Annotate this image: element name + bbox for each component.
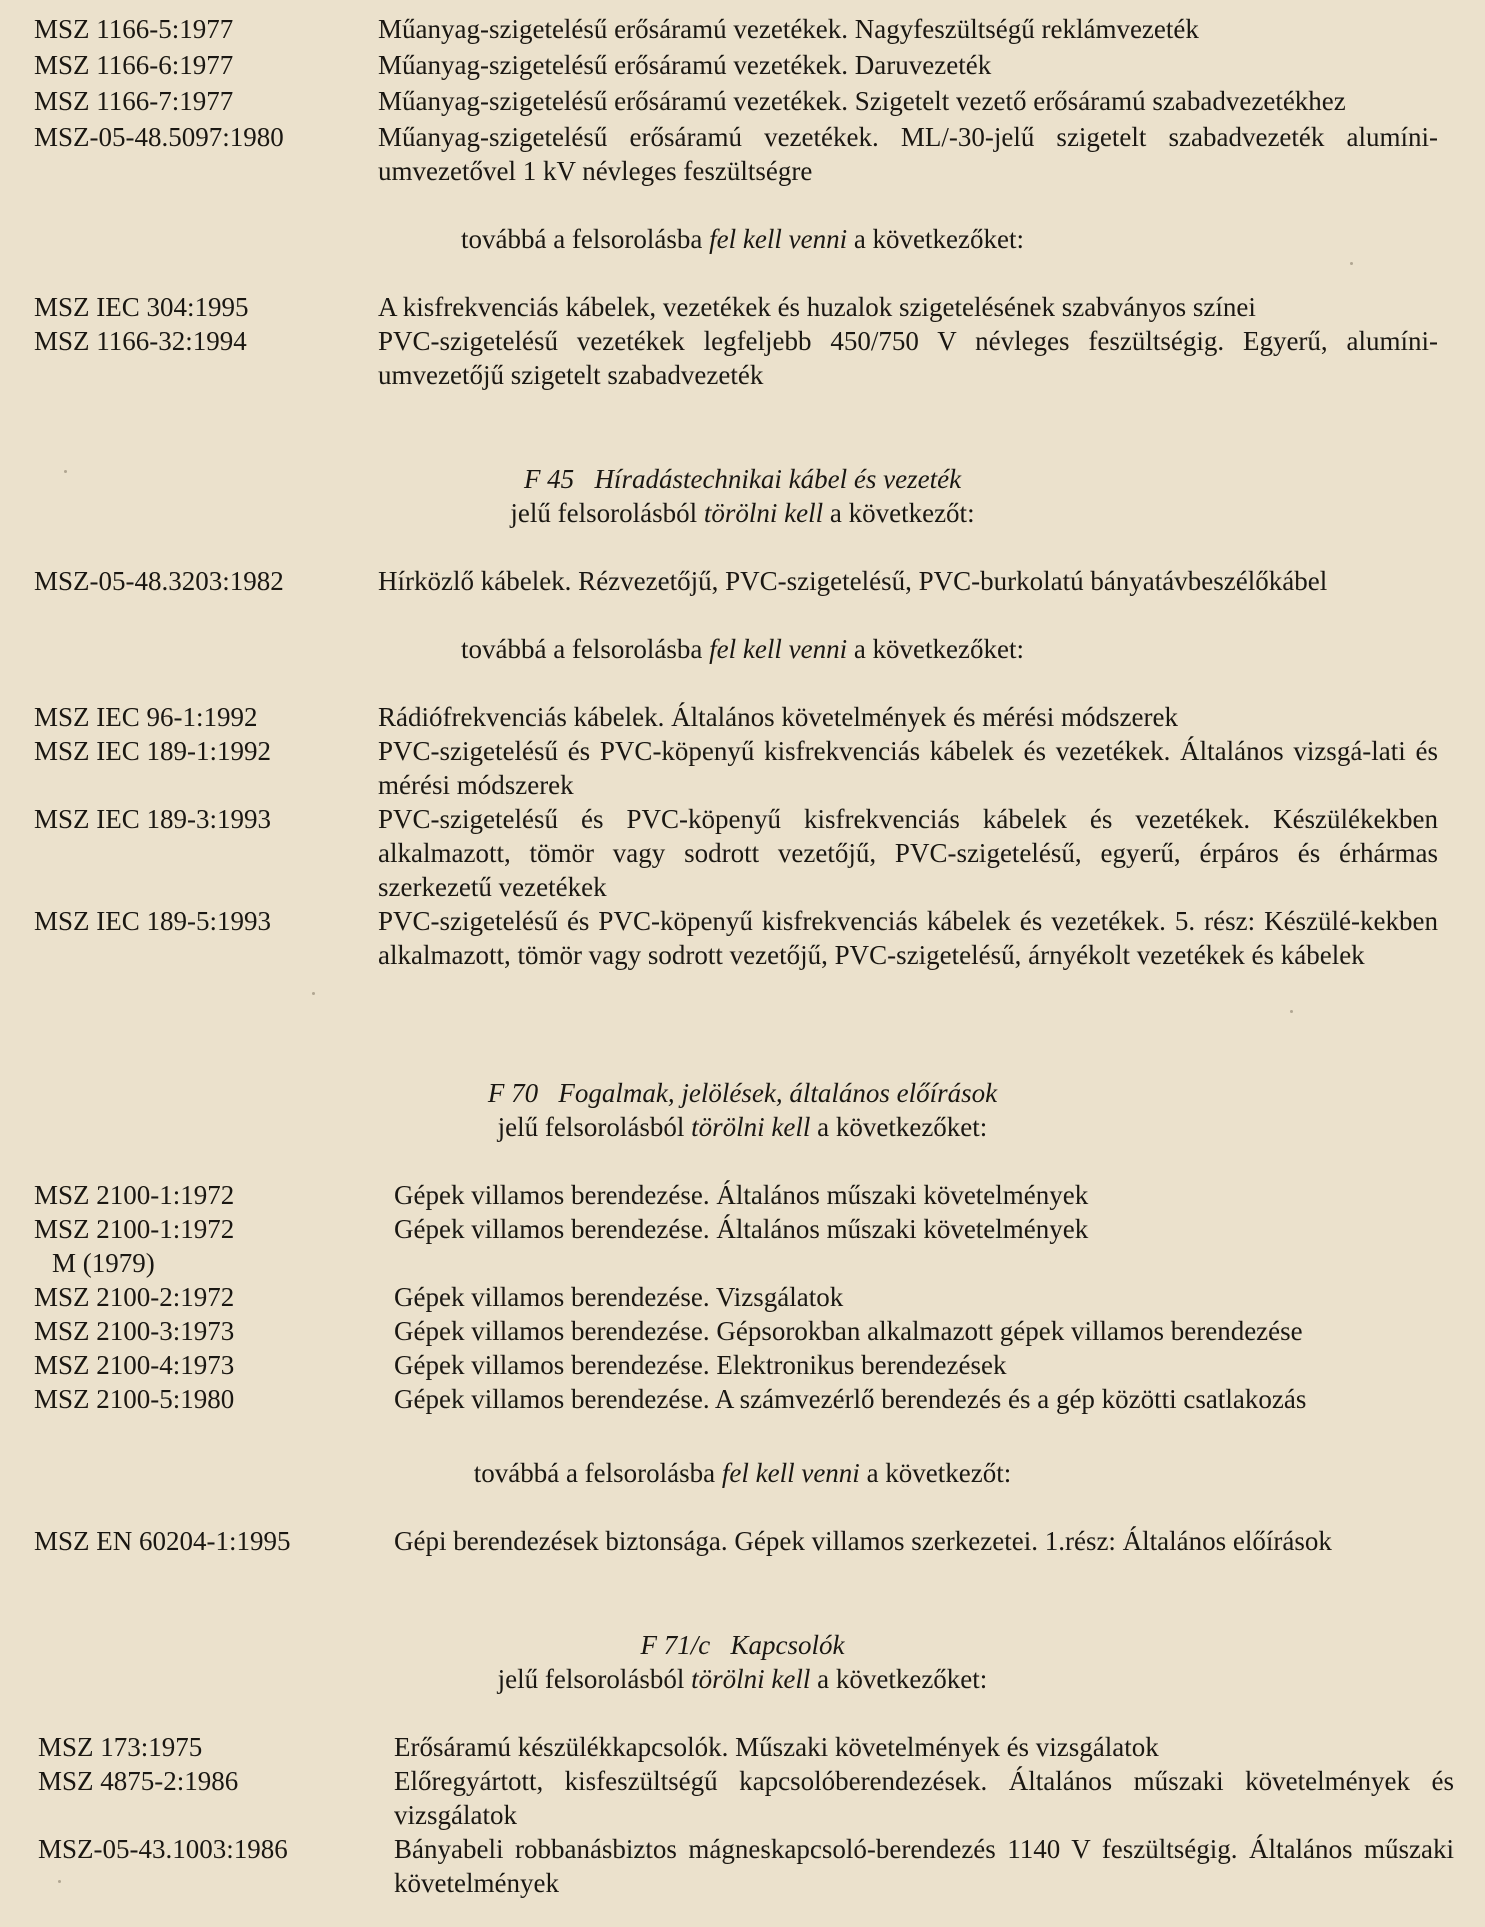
standard-title: Bányabeli robbanásbiztos mágneskapcsoló-berendezés 1140 V feszültségig. Általános műszaki követelmények [394, 1834, 1454, 1898]
section-heading [0, 1076, 1485, 1110]
add-note [0, 632, 1485, 666]
note-text: a következőket: [847, 224, 1025, 254]
standard-title: Gépi berendezések biztonsága. Gépek villamos szerkezetei. 1.rész: Általános előírások [394, 1526, 1332, 1556]
paper-speck [58, 1880, 61, 1883]
standard-title: Műanyag-szigetelésű erősáramú vezetékek. Szigetelt vezető erősáramú szabadvezetékhez [378, 86, 1346, 116]
standard-title: PVC-szigetelésű vezetékek legfeljebb 450/750 V névleges feszültségig. Egyerű, alumíni-umvezetőjű szigetelt szabadvezeték [378, 326, 1438, 390]
section-instruction [0, 1110, 1485, 1144]
standard-code: MSZ 1166-32:1994 [34, 326, 247, 356]
standard-title: Előregyártott, kisfeszültségű kapcsolóberendezések. Általános műszaki követelmények és vizsgálatok [394, 1766, 1454, 1830]
standard-code: MSZ-05-48.5097:1980 [34, 122, 284, 152]
standard-title: Műanyag-szigetelésű erősáramú vezetékek. ML/-30-jelű szigetelt szabadvezeték alumíni-umvezetővel 1 kV névleges feszültségre [378, 122, 1438, 186]
standard-code: MSZ 2100-1:1972 [34, 1180, 235, 1210]
note-emphasis: fel kell venni [709, 634, 848, 664]
section-number: F 71/c [640, 1630, 711, 1660]
section-instruction [0, 1662, 1485, 1696]
standard-title: Hírközlő kábelek. Rézvezetőjű, PVC-szigetelésű, PVC-burkolatú bányatávbeszélőkábel [378, 566, 1328, 596]
note-text: továbbá a felsorolásba [460, 224, 710, 254]
standard-code: MSZ 4875-2:1986 [38, 1766, 239, 1796]
add-note [0, 222, 1485, 256]
instruction-text: jelű felsorolásból [510, 498, 704, 528]
standard-code: MSZ 1166-7:1977 [34, 86, 234, 116]
standard-title: PVC-szigetelésű és PVC-köpenyű kisfrekvenciás kábelek és vezetékek. Készülékekben alkalmazott, tömör vagy sodrott vezetőjű, PVC-szigetelésű, egyerű, érpáros és érhármas szerkezetű vezetékek [378, 804, 1438, 902]
standard-title: Erősáramú készülékkapcsolók. Műszaki követelmények és vizsgálatok [394, 1732, 1159, 1762]
instruction-text: a következőket: [810, 1112, 988, 1142]
standard-code: MSZ 2100-4:1973 [34, 1350, 235, 1380]
add-note [0, 1456, 1485, 1490]
instruction-text: a következőt: [823, 498, 975, 528]
note-text: továbbá a felsorolásba [460, 634, 710, 664]
note-text: a következőt: [859, 1458, 1012, 1488]
standard-code: MSZ 173:1975 [38, 1732, 203, 1762]
standard-code: MSZ-05-48.3203:1982 [34, 566, 284, 596]
standard-title: Műanyag-szigetelésű erősáramú vezetékek. Daruvezeték [378, 50, 992, 80]
section-heading [0, 1628, 1485, 1662]
note-text: továbbá a felsorolásba [473, 1458, 722, 1488]
standard-code: MSZ-05-43.1003:1986 [38, 1834, 288, 1864]
note-emphasis: fel kell venni [709, 224, 848, 254]
standard-title: Gépek villamos berendezése. Elektronikus berendezések [394, 1350, 1007, 1380]
standard-code: MSZ 1166-6:1977 [34, 50, 234, 80]
note-text: a következőket: [847, 634, 1025, 664]
standard-title: Műanyag-szigetelésű erősáramú vezetékek. Nagyfeszültségű reklámvezeték [378, 14, 1199, 44]
section-title: Fogalmak, jelölések, általános előírások [558, 1078, 998, 1108]
standard-title: Gépek villamos berendezése. Gépsorokban alkalmazott gépek villamos berendezése [394, 1316, 1303, 1346]
section-title: Híradástechnikai kábel és vezeték [594, 464, 962, 494]
paper-speck [312, 992, 315, 995]
note-emphasis: fel kell venni [721, 1458, 860, 1488]
paper-speck [1350, 262, 1353, 265]
instruction-emphasis: törölni kell [691, 1664, 811, 1694]
standard-code: MSZ 1166-5:1977 [34, 14, 234, 44]
instruction-text: jelű felsorolásból [497, 1664, 692, 1694]
section-title: Kapcsolók [730, 1630, 845, 1660]
section-heading [0, 462, 1485, 496]
standard-code: MSZ 2100-5:1980 [34, 1384, 235, 1414]
standard-code-suffix: M (1979) [52, 1248, 155, 1278]
standard-code: MSZ 2100-3:1973 [34, 1316, 235, 1346]
paper-speck [1290, 1010, 1293, 1013]
instruction-emphasis: törölni kell [691, 1112, 811, 1142]
instruction-emphasis: törölni kell [703, 498, 824, 528]
standard-title: Rádiófrekvenciás kábelek. Általános követelmények és mérési módszerek [378, 702, 1178, 732]
standard-title: Gépek villamos berendezése. A számvezérlő berendezés és a gép közötti csatlakozás [394, 1384, 1307, 1414]
instruction-text: jelű felsorolásból [497, 1112, 692, 1142]
standard-title: PVC-szigetelésű és PVC-köpenyű kisfrekvenciás kábelek és vezetékek. Általános vizsgá-lati és mérési módszerek [378, 736, 1438, 800]
standard-title: Gépek villamos berendezése. Vizsgálatok [394, 1282, 844, 1312]
paper-speck [64, 470, 67, 473]
standard-code: MSZ 2100-1:1972 [34, 1214, 235, 1244]
instruction-text: a következőket: [810, 1664, 988, 1694]
standard-code: MSZ IEC 304:1995 [34, 292, 249, 322]
standard-code: MSZ IEC 96-1:1992 [34, 702, 258, 732]
standard-title: A kisfrekvenciás kábelek, vezetékek és huzalok szigetelésének szabványos színei [378, 292, 1256, 322]
standard-title: Gépek villamos berendezése. Általános műszaki követelmények [394, 1180, 1089, 1210]
standard-code: MSZ IEC 189-5:1993 [34, 906, 272, 936]
standard-code: MSZ IEC 189-1:1992 [34, 736, 272, 766]
section-number: F 45 [523, 464, 575, 494]
section-instruction [0, 496, 1485, 530]
standard-title: Gépek villamos berendezése. Általános műszaki követelmények [394, 1214, 1089, 1244]
section-number: F 70 [487, 1078, 539, 1108]
standard-code: MSZ EN 60204-1:1995 [34, 1526, 291, 1556]
standard-code: MSZ IEC 189-3:1993 [34, 804, 272, 834]
standard-title: PVC-szigetelésű és PVC-köpenyű kisfrekvenciás kábelek és vezetékek. 5. rész: Készülé-kekben alkalmazott, tömör vagy sodrott vezetőjű, PVC-szigetelésű, árnyékolt vezetékek és kábelek [378, 906, 1438, 970]
standard-code: MSZ 2100-2:1972 [34, 1282, 235, 1312]
